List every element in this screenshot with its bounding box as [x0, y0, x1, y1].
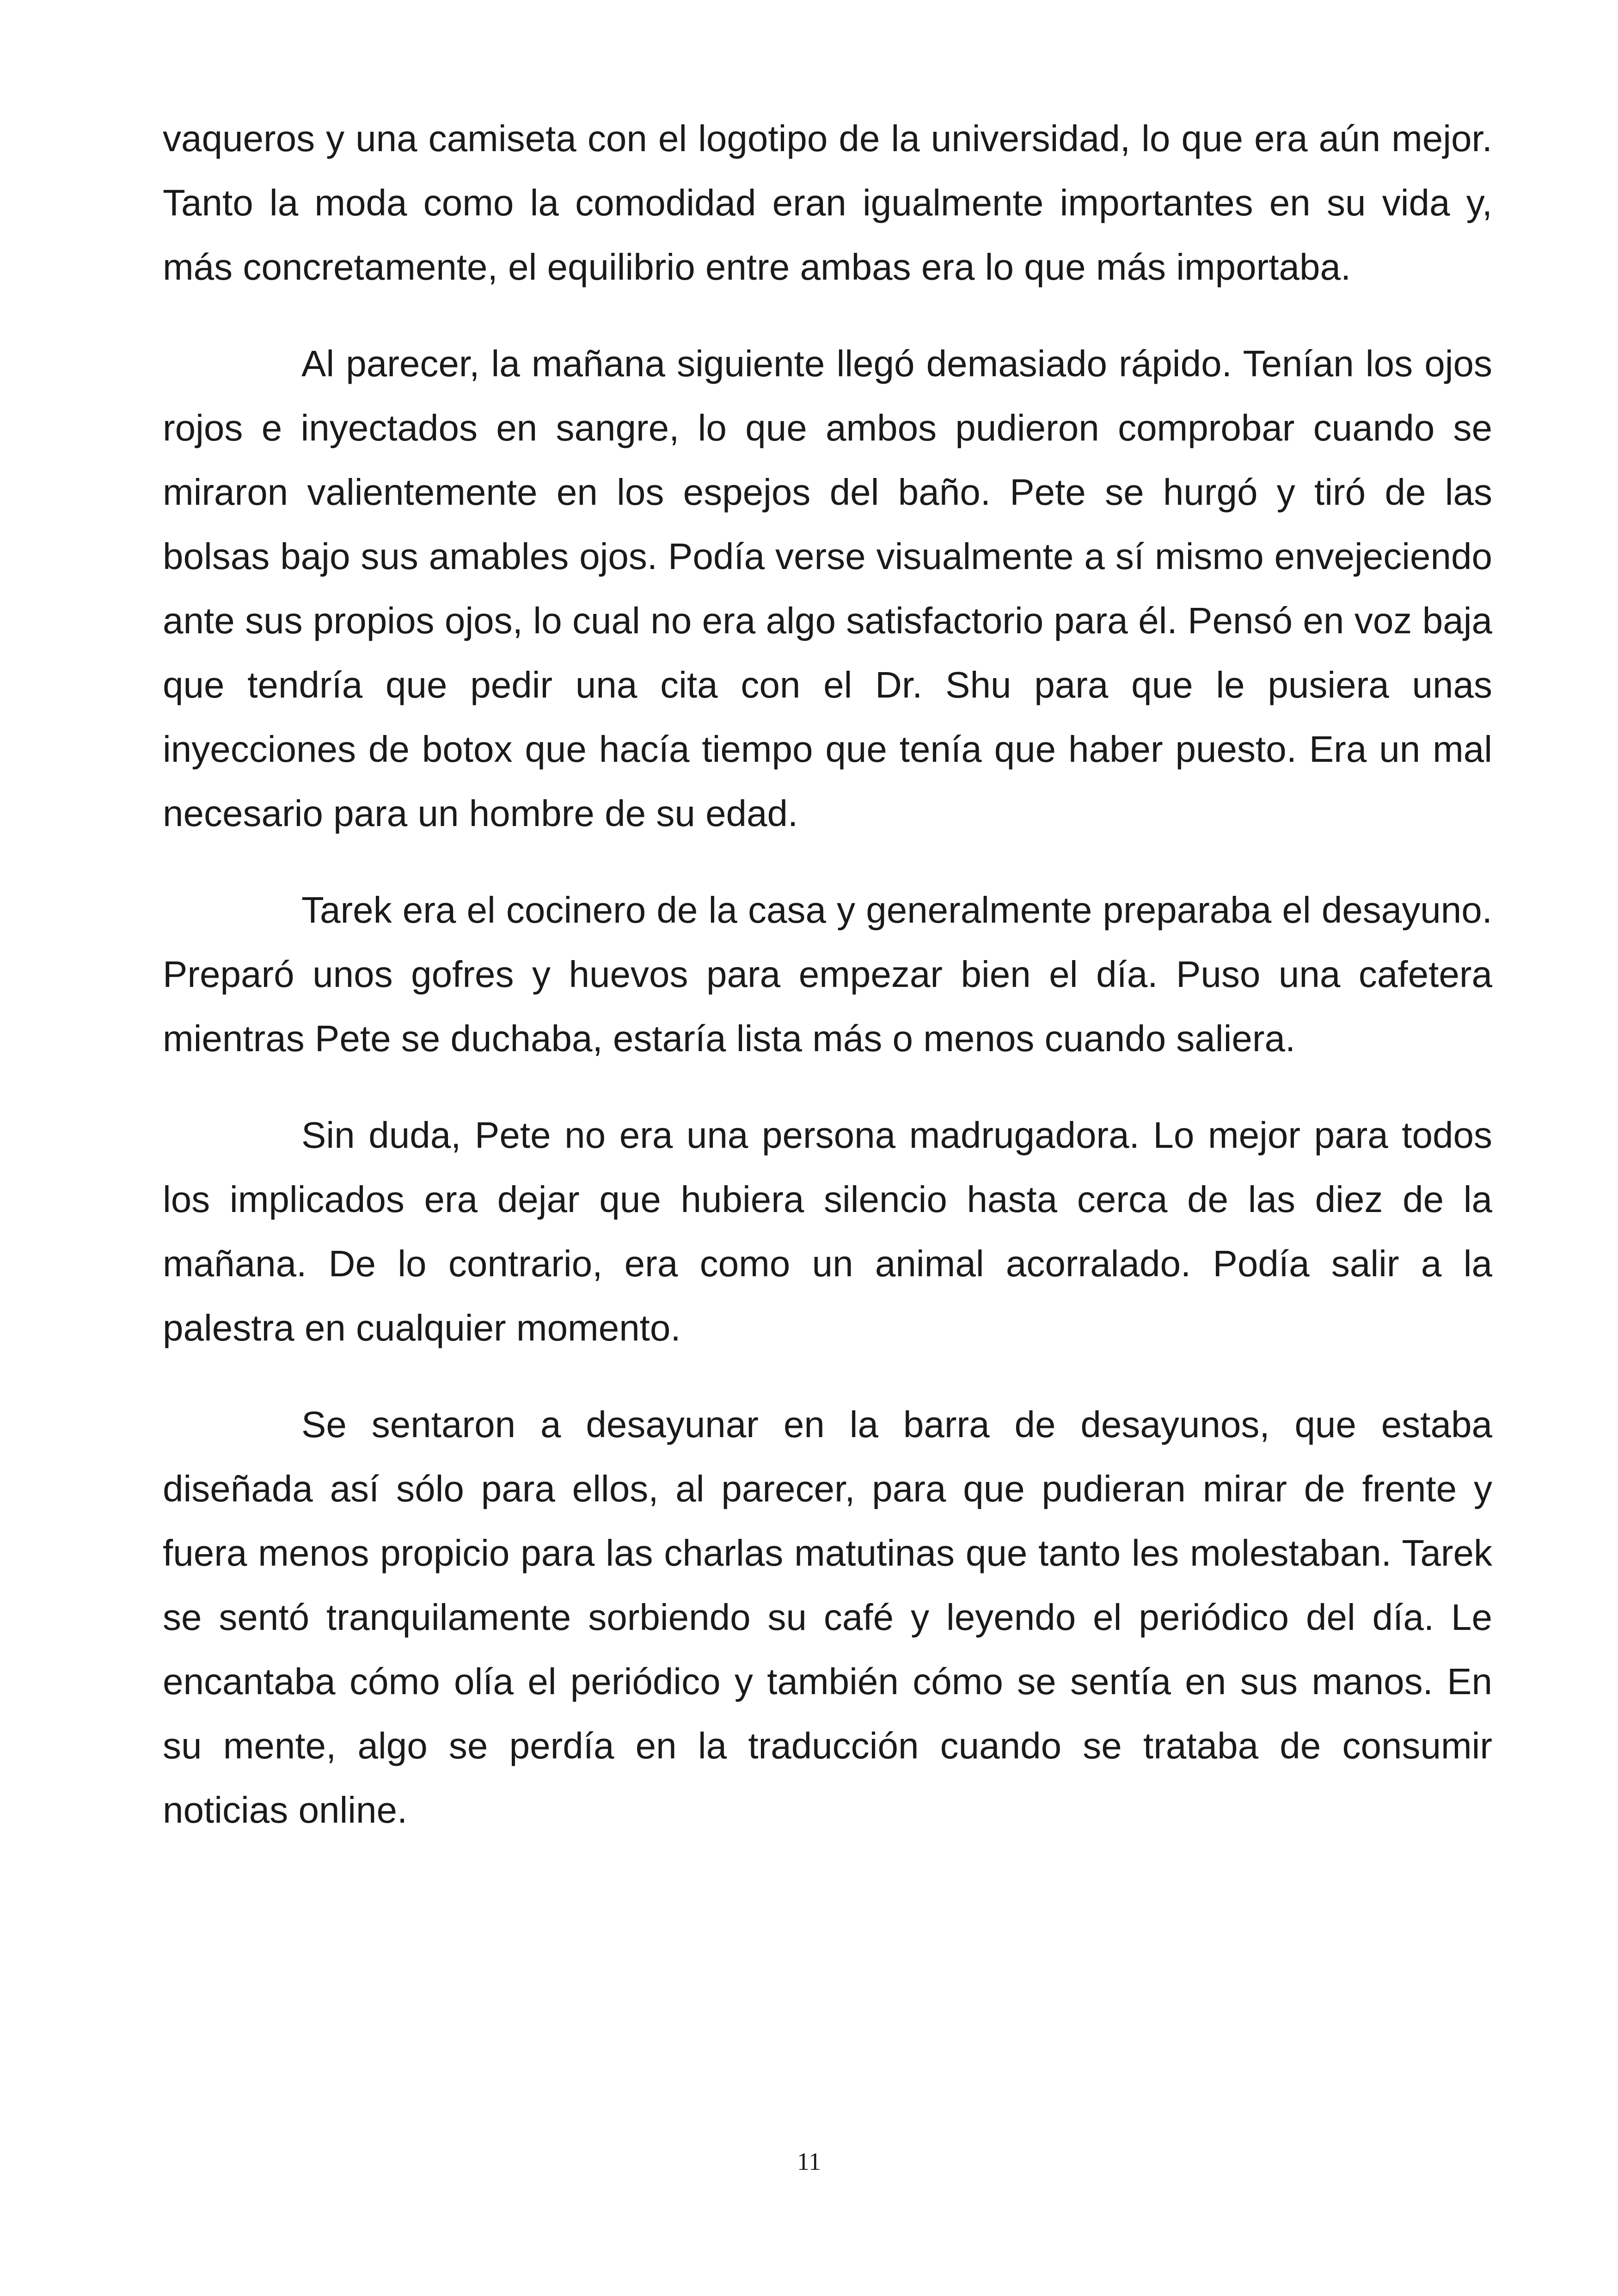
body-text [163, 106, 1492, 1874]
paragraph-2: Al parecer, la mañana siguiente llegó demasiado rápido. Tenían los ojos rojos e inyectados en sangre, lo que ambos pudieron comprobar cuando se miraron valientemente en los espejos del baño. Pete se hurgó y tiró de las bolsas bajo sus amables ojos. Podía verse visualmente a sí mismo envejeciendo ante sus propios ojos, lo cual no era algo satisfactorio para él. Pensó en voz baja que tendría que pedir una cita con el Dr. Shu para que le pusiera unas inyecciones de botox que hacía tiempo que tenía que haber puesto. Era un mal necesario para un hombre de su edad. [163, 343, 1492, 834]
paragraph-3: Tarek era el cocinero de la casa y generalmente preparaba el desayuno. Preparó unos gofres y huevos para empezar bien el día. Puso una cafetera mientras Pete se duchaba, estaría lista más o menos cuando saliera. [163, 889, 1492, 1059]
page-number: 11 [797, 2148, 821, 2175]
paragraph-5: Se sentaron a desayunar en la barra de desayunos, que estaba diseñada así sólo para ellos, al parecer, para que pudieran mirar de frente y fuera menos propicio para las charlas matutinas que tanto les molestaban. Tarek se sentó tranquilamente sorbiendo su café y leyendo el periódico del día. Le encantaba cómo olía el periódico y también cómo se sentía en sus manos. En su mente, algo se perdía en la traducción cuando se trataba de consumir noticias online. [163, 1404, 1492, 1831]
paragraph-1: vaqueros y una camiseta con el logotipo de la universidad, lo que era aún mejor. Tanto la moda como la comodidad eran igualmente importantes en su vida y, más concretamente, el equilibrio entre ambas era lo que más importaba. [163, 118, 1492, 288]
paragraph-4: Sin duda, Pete no era una persona madrugadora. Lo mejor para todos los implicados era dejar que hubiera silencio hasta cerca de las diez de la mañana. De lo contrario, era como un animal acorralado. Podía salir a la palestra en cualquier momento. [163, 1114, 1492, 1348]
